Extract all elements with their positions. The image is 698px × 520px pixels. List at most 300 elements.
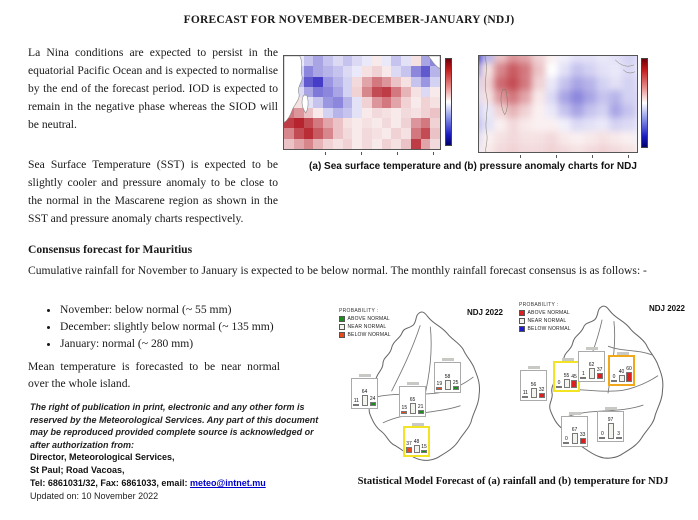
zone-forecast-box-north xyxy=(578,351,605,382)
heatmap-cell xyxy=(597,118,610,132)
heatmap-cell xyxy=(481,131,494,145)
heatmap-cell xyxy=(421,108,431,118)
probability-column-near xyxy=(588,363,595,380)
heatmap-cell xyxy=(635,63,638,77)
heatmap-cell xyxy=(372,66,382,76)
heatmap-cell xyxy=(584,104,597,118)
probability-value-near: 56 xyxy=(530,381,537,388)
heatmap-cell xyxy=(545,77,558,91)
probability-value-below: 0 xyxy=(612,373,616,380)
zone-name-label xyxy=(359,374,371,377)
heatmap-cell xyxy=(401,139,411,149)
heatmap-cell xyxy=(507,77,520,91)
heatmap-cell xyxy=(558,131,571,145)
legend-label: ABOVE NORMAL xyxy=(527,310,570,316)
paragraph-sst: Sea Surface Temperature (SST) is expected to be slightly cooler and pressure anomaly to be close to the normal in the Mascarene region as shown in the SST and pressure anomaly charts respectively. xyxy=(28,158,278,225)
heatmap-cell xyxy=(622,131,635,145)
heatmap-cell xyxy=(294,128,304,138)
heatmap-cell xyxy=(558,55,571,63)
probability-value-above: 60 xyxy=(626,365,632,372)
heatmap-cell xyxy=(421,56,431,66)
heatmap-cell xyxy=(391,128,401,138)
temperature-forecast-map xyxy=(513,290,697,472)
heatmap-cell xyxy=(372,108,382,118)
probability-column-above xyxy=(596,368,603,380)
heatmap-cell xyxy=(597,145,610,153)
heatmap-cell xyxy=(597,131,610,145)
heatmap-cell xyxy=(635,55,638,63)
heatmap-cell xyxy=(571,118,584,132)
heatmap-cell xyxy=(421,87,431,97)
heatmap-cell xyxy=(382,66,392,76)
heatmap-cell xyxy=(411,139,421,149)
probability-column-below xyxy=(599,432,606,440)
heatmap-cell xyxy=(430,97,440,107)
heatmap-cell xyxy=(494,77,507,91)
sst-anomaly-chart xyxy=(283,55,441,150)
heatmap-cell xyxy=(411,118,421,128)
heatmap-cell xyxy=(519,145,532,153)
probability-bar-near xyxy=(589,368,595,379)
zone-forecast-box-centre xyxy=(553,361,580,392)
heatmap-cell xyxy=(343,108,353,118)
heatmap-cell xyxy=(609,63,622,77)
paragraph-la-nina: La Nina conditions are expected to persist in the equatorial Pacific Ocean and is expected to normalise by the end of the forecast period. IOD is expected to remain in the negative phase whereas the SIOD will be neutral. xyxy=(28,46,278,131)
heatmap-cell xyxy=(430,108,440,118)
heatmap-cell xyxy=(294,77,304,87)
heatmap-cell xyxy=(294,118,304,128)
heatmap-cell xyxy=(313,139,323,149)
zone-name-label xyxy=(569,412,581,415)
heatmap-cell xyxy=(421,118,431,128)
probability-value-below: 0 xyxy=(600,430,604,437)
heatmap-cell xyxy=(313,118,323,128)
heatmap-cell xyxy=(323,66,333,76)
probability-value-near: 48 xyxy=(413,438,420,445)
heatmap-cell xyxy=(584,118,597,132)
probability-value-above: 24 xyxy=(369,395,376,402)
heatmap-cell xyxy=(481,145,494,153)
legend-swatch xyxy=(339,324,345,330)
probability-bar-below xyxy=(522,396,528,398)
heatmap-cell xyxy=(304,66,314,76)
heatmap-cell xyxy=(507,145,520,153)
heatmap-cell xyxy=(362,139,372,149)
heatmap-cell xyxy=(382,139,392,149)
heatmap-cell xyxy=(284,118,294,128)
heatmap-cell xyxy=(571,55,584,63)
anomaly-charts-caption: (a) Sea surface temperature and (b) pressure anomaly charts for NDJ xyxy=(309,161,637,172)
heatmap-cell xyxy=(609,131,622,145)
probability-bar-below xyxy=(611,380,617,382)
legend-swatch xyxy=(519,326,525,332)
heatmap-cell xyxy=(313,87,323,97)
probability-column-below xyxy=(406,442,412,454)
heatmap-cell xyxy=(481,104,494,118)
monthly-forecast-item: • December: slightly below normal (~ 135 mm) xyxy=(60,320,274,335)
probability-column-above xyxy=(452,381,459,391)
probability-column-near xyxy=(571,428,578,445)
heatmap-cell xyxy=(372,87,382,97)
probability-value-above: 15 xyxy=(421,443,427,450)
heatmap-cell xyxy=(362,87,372,97)
probability-column-near xyxy=(361,390,368,407)
heatmap-cell xyxy=(391,66,401,76)
heatmap-cell xyxy=(362,77,372,87)
probability-bar-below xyxy=(580,377,586,379)
probability-value-below: 19 xyxy=(436,380,443,387)
legend-swatch xyxy=(339,316,345,322)
heatmap-cell xyxy=(323,108,333,118)
heatmap-cell xyxy=(545,118,558,132)
heatmap-cell xyxy=(494,104,507,118)
probability-column-above xyxy=(417,405,424,415)
probability-value-above: 45 xyxy=(571,373,577,380)
probability-bar-below xyxy=(406,447,412,453)
heatmap-cell xyxy=(343,87,353,97)
probability-column-below xyxy=(522,391,529,399)
probability-value-near: 67 xyxy=(571,426,578,433)
heatmap-cell xyxy=(382,77,392,87)
heatmap-cell xyxy=(411,87,421,97)
heatmap-cell xyxy=(372,118,382,128)
heatmap-cell xyxy=(481,63,494,77)
heatmap-cell xyxy=(313,77,323,87)
heatmap-cell xyxy=(284,139,294,149)
heatmap-cell xyxy=(494,63,507,77)
heatmap-cell xyxy=(352,87,362,97)
heatmap-cell xyxy=(584,77,597,91)
sst-colorbar xyxy=(445,58,452,146)
heatmap-cell xyxy=(323,118,333,128)
probability-bar-above xyxy=(370,402,376,406)
rainfall-legend-title: PROBABILITY : xyxy=(339,308,379,314)
probability-bar-below xyxy=(353,404,359,406)
heatmap-cell xyxy=(333,118,343,128)
monthly-forecast-list xyxy=(46,303,274,354)
probability-column-near xyxy=(619,370,625,383)
probability-bar-above xyxy=(626,372,632,382)
probability-bar-near xyxy=(531,388,537,398)
probability-value-below: 15 xyxy=(401,404,408,411)
zone-name-label xyxy=(586,347,598,350)
heatmap-cell xyxy=(430,128,440,138)
heatmap-cell xyxy=(545,90,558,104)
probability-column-below xyxy=(563,437,570,445)
heatmap-cell xyxy=(430,66,440,76)
heatmap-cell xyxy=(333,108,343,118)
probability-column-below xyxy=(353,399,360,407)
heatmap-cell xyxy=(545,63,558,77)
legend-label: BELOW NORMAL xyxy=(527,326,571,332)
heatmap-cell xyxy=(401,97,411,107)
probability-column-near xyxy=(564,374,570,389)
legend-swatch xyxy=(339,332,345,338)
consensus-intro: Cumulative rainfall for November to January is expected to be below normal. The monthly rainfall forecast consensus is as follows: - xyxy=(28,264,647,277)
updated-line: Updated on: 10 November 2022 xyxy=(30,490,159,501)
heatmap-cell xyxy=(507,118,520,132)
zone-name-label xyxy=(407,382,419,385)
probability-column-near xyxy=(409,398,416,415)
heatmap-cell xyxy=(362,66,372,76)
legend-label: NEAR NORMAL xyxy=(347,324,387,330)
legend-swatch xyxy=(519,318,525,324)
heatmap-cell xyxy=(323,139,333,149)
heatmap-cell xyxy=(558,145,571,153)
heatmap-cell xyxy=(352,97,362,107)
heatmap-cell xyxy=(411,66,421,76)
heatmap-cell xyxy=(401,108,411,118)
heatmap-cell xyxy=(401,118,411,128)
heatmap-cell xyxy=(382,87,392,97)
zone-name-label xyxy=(617,352,629,355)
probability-bar-above xyxy=(597,373,603,379)
heatmap-cell xyxy=(494,118,507,132)
pressure-anomaly-chart xyxy=(478,55,638,153)
heatmap-cell xyxy=(304,97,314,107)
heatmap-cell xyxy=(532,77,545,91)
heatmap-cell xyxy=(382,118,392,128)
zone-forecast-box-west xyxy=(520,370,547,401)
heatmap-cell xyxy=(343,66,353,76)
heatmap-cell xyxy=(372,56,382,66)
heatmap-cell xyxy=(372,97,382,107)
copyright-notice: The right of publication in print, electronic and any other form is reserved by the Meteorological Services. Any part of this document may be reproduced provided complete source is acknowledged or after authorization from: xyxy=(30,402,319,450)
heatmap-cell xyxy=(391,118,401,128)
heatmap-cell xyxy=(622,104,635,118)
footer-block xyxy=(30,401,320,503)
temperature-note: Mean temperature is forecasted to be near normal over the whole island. xyxy=(28,360,280,390)
heatmap-cell xyxy=(362,128,372,138)
probability-value-near: 62 xyxy=(588,361,595,368)
heatmap-cell xyxy=(294,108,304,118)
heatmap-cell xyxy=(343,128,353,138)
probability-value-above: 25 xyxy=(452,379,459,386)
heatmap-cell xyxy=(284,77,294,87)
probability-value-below: 1 xyxy=(581,370,585,377)
heatmap-cell xyxy=(597,90,610,104)
heatmap-cell xyxy=(597,63,610,77)
heatmap-cell xyxy=(584,145,597,153)
probability-column-below xyxy=(401,406,408,415)
probability-column-below xyxy=(556,381,562,389)
heatmap-cell xyxy=(571,131,584,145)
heatmap-cell xyxy=(507,55,520,63)
heatmap-cell xyxy=(294,139,304,149)
heatmap-cell xyxy=(304,108,314,118)
pressure-x-axis-ticks xyxy=(485,155,631,158)
probability-bar-near xyxy=(572,433,578,444)
heatmap-cell xyxy=(401,66,411,76)
heatmap-cell xyxy=(352,66,362,76)
heatmap-cell xyxy=(304,128,314,138)
probability-column-above xyxy=(571,375,577,389)
heatmap-cell xyxy=(558,90,571,104)
heatmap-cell xyxy=(532,145,545,153)
heatmap-cell xyxy=(558,118,571,132)
heatmap-cell xyxy=(343,77,353,87)
legend-label: NEAR NORMAL xyxy=(527,318,567,324)
heatmap-cell xyxy=(635,90,638,104)
heatmap-cell xyxy=(284,87,294,97)
probability-value-below: 37 xyxy=(406,440,412,447)
heatmap-cell xyxy=(294,97,304,107)
heatmap-cell xyxy=(519,77,532,91)
heatmap-cell xyxy=(635,131,638,145)
heatmap-cell xyxy=(352,118,362,128)
email-link[interactable]: meteo@intnet.mu xyxy=(189,477,266,488)
heatmap-cell xyxy=(411,56,421,66)
zone-name-label xyxy=(562,358,574,361)
heatmap-cell xyxy=(609,77,622,91)
heatmap-cell xyxy=(532,118,545,132)
address-line: St Paul; Road Vacoas, xyxy=(30,465,125,476)
heatmap-cell xyxy=(519,104,532,118)
probability-column-near xyxy=(444,375,451,391)
heatmap-cell xyxy=(481,90,494,104)
probability-column-below xyxy=(580,372,587,380)
heatmap-cell xyxy=(284,66,294,76)
heatmap-cell xyxy=(323,77,333,87)
heatmap-cell xyxy=(372,139,382,149)
heatmap-cell xyxy=(294,56,304,66)
heatmap-cell xyxy=(313,108,323,118)
zone-name-label xyxy=(412,423,424,426)
heatmap-cell xyxy=(635,145,638,153)
heatmap-cell xyxy=(609,145,622,153)
probability-bar-near xyxy=(564,379,570,388)
probability-bar-above xyxy=(421,450,427,453)
probability-column-near xyxy=(530,383,537,399)
legend-swatch xyxy=(519,310,525,316)
probability-column-above xyxy=(421,445,427,454)
heatmap-cell xyxy=(532,90,545,104)
heatmap-cell xyxy=(622,55,635,63)
probability-bar-below xyxy=(556,386,562,388)
heatmap-cell xyxy=(313,66,323,76)
heatmap-cell xyxy=(382,108,392,118)
heatmap-cell xyxy=(571,104,584,118)
probability-bar-below xyxy=(599,437,605,439)
heatmap-cell xyxy=(421,128,431,138)
pressure-colorbar xyxy=(641,58,648,148)
heatmap-cell xyxy=(323,56,333,66)
probability-bar-above xyxy=(580,438,586,444)
heatmap-cell xyxy=(391,56,401,66)
heatmap-cell xyxy=(362,56,372,66)
heatmap-cell xyxy=(304,77,314,87)
heatmap-cell xyxy=(494,131,507,145)
probability-bar-near xyxy=(445,380,451,390)
heatmap-cell xyxy=(519,55,532,63)
sst-x-axis-ticks xyxy=(290,152,435,155)
heatmap-cell xyxy=(313,56,323,66)
probability-column-above xyxy=(626,367,632,383)
heatmap-cell xyxy=(532,55,545,63)
heatmap-cell xyxy=(532,104,545,118)
heatmap-cell xyxy=(622,145,635,153)
heatmap-cell xyxy=(519,90,532,104)
heatmap-cell xyxy=(430,56,440,66)
heatmap-cell xyxy=(571,90,584,104)
legend-label: BELOW NORMAL xyxy=(347,332,391,338)
heatmap-cell xyxy=(362,108,372,118)
probability-value-below: 0 xyxy=(557,379,561,386)
heatmap-cell xyxy=(391,77,401,87)
heatmap-cell xyxy=(622,63,635,77)
heatmap-cell xyxy=(507,90,520,104)
zone-forecast-box-northeast xyxy=(434,362,461,393)
heatmap-cell xyxy=(391,87,401,97)
rainfall-forecast-map xyxy=(333,296,513,470)
heatmap-cell xyxy=(391,139,401,149)
heatmap-cell xyxy=(284,108,294,118)
probability-value-near: 55 xyxy=(563,372,570,379)
probability-value-near: 97 xyxy=(607,416,614,423)
probability-bar-below xyxy=(563,442,569,444)
heatmap-cell xyxy=(609,118,622,132)
heatmap-cell xyxy=(343,139,353,149)
heatmap-cell xyxy=(430,77,440,87)
heatmap-cell xyxy=(391,108,401,118)
heatmap-cell xyxy=(571,63,584,77)
heatmap-cell xyxy=(401,87,411,97)
heatmap-cell xyxy=(352,77,362,87)
heatmap-cell xyxy=(597,77,610,91)
probability-value-below: 11 xyxy=(353,397,359,404)
heatmap-cell xyxy=(532,63,545,77)
probability-value-above: 32 xyxy=(538,386,545,393)
contact-line xyxy=(30,477,320,490)
heatmap-cell xyxy=(430,139,440,149)
probability-bar-near xyxy=(608,423,614,439)
heatmap-cell xyxy=(333,66,343,76)
heatmap-cell xyxy=(333,139,343,149)
heatmap-cell xyxy=(343,56,353,66)
heatmap-cell xyxy=(507,104,520,118)
heatmap-cell xyxy=(421,66,431,76)
probability-column-near xyxy=(607,418,614,440)
probability-value-near: 58 xyxy=(444,373,451,380)
heatmap-cell xyxy=(372,128,382,138)
heatmap-cell xyxy=(597,55,610,63)
heatmap-cell xyxy=(401,77,411,87)
heatmap-cell xyxy=(391,97,401,107)
probability-bar-below xyxy=(401,411,407,414)
heatmap-cell xyxy=(411,108,421,118)
rainfall-map-title: NDJ 2022 xyxy=(466,308,503,317)
zone-name-label xyxy=(528,366,540,369)
heatmap-cell xyxy=(304,56,314,66)
probability-value-above: 33 xyxy=(579,431,586,438)
pressure-heatmap-grid xyxy=(478,55,638,153)
heatmap-cell xyxy=(430,118,440,128)
heatmap-cell xyxy=(352,139,362,149)
heatmap-cell xyxy=(558,63,571,77)
heatmap-cell xyxy=(333,87,343,97)
tel-fax-text: Tel: 6861031/32, Fax: 6861033, email: xyxy=(30,477,190,488)
heatmap-cell xyxy=(532,131,545,145)
heatmap-cell xyxy=(313,97,323,107)
heatmap-cell xyxy=(284,128,294,138)
heatmap-cell xyxy=(609,55,622,63)
probability-column-below xyxy=(611,375,617,383)
heatmap-cell xyxy=(323,97,333,107)
heatmap-cell xyxy=(635,104,638,118)
probability-column-above xyxy=(369,397,376,407)
heatmap-cell xyxy=(323,87,333,97)
probability-value-below: 0 xyxy=(564,435,568,442)
